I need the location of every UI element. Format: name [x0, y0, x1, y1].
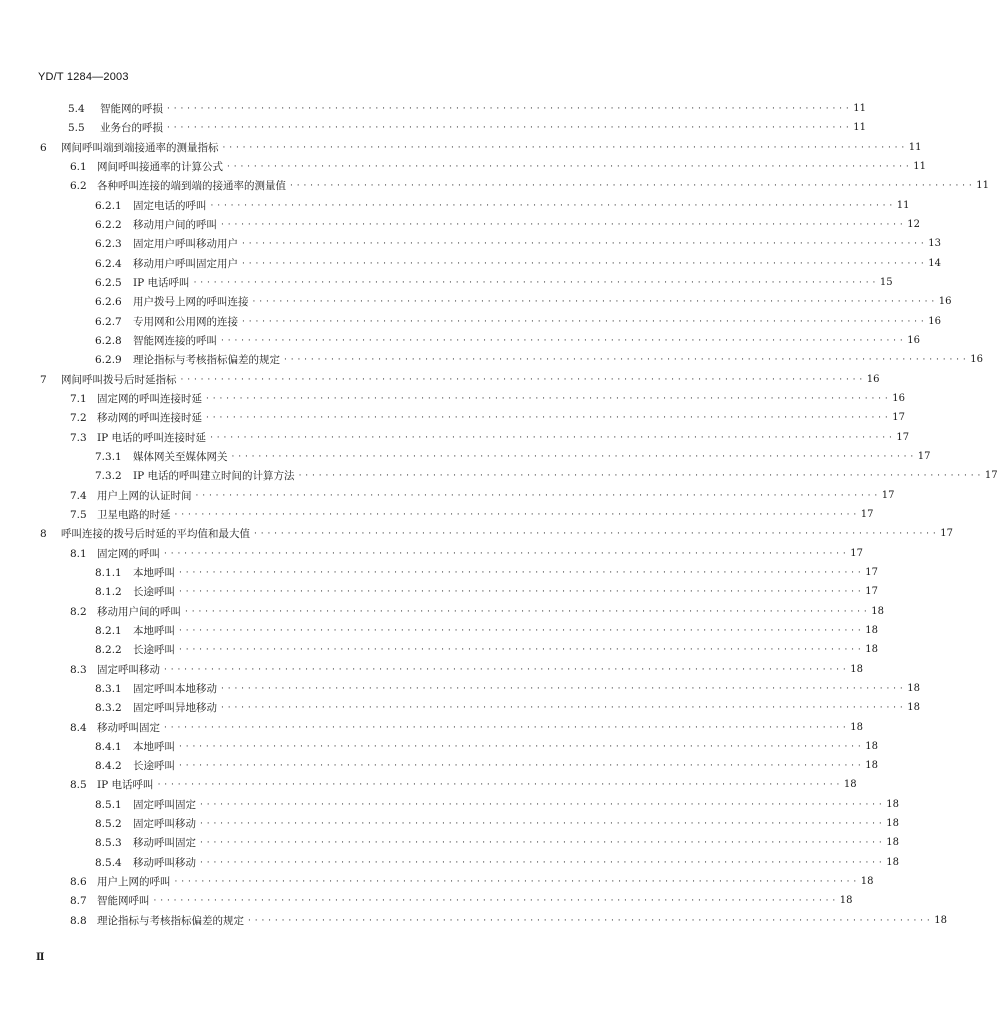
toc-entry[interactable] — [0, 814, 899, 833]
toc-entry[interactable] — [0, 660, 863, 679]
toc-entry[interactable] — [0, 544, 863, 563]
dot-leader: · · · · · · · · · · · · · · · · · · · · · · · · · · · · · · · · · · · · · · · · · · · · · · · · · · · · · · · · · · · · · · · · · · · · · · · · · · · · · · · · · · · · · · · · · · · · · · · · · · · · · · — [210, 200, 893, 211]
toc-entry[interactable] — [0, 891, 853, 910]
dot-leader: · · · · · · · · · · · · · · · · · · · · · · · · · · · · · · · · · · · · · · · · · · · · · · · · · · · · · · · · · · · · · · · · · · · · · · · · · · · · · · · · · · · · · · · · · · · · · · · · · · · · · · — [167, 104, 850, 114]
dot-leader: · · · · · · · · · · · · · · · · · · · · · · · · · · · · · · · · · · · · · · · · · · · · · · · · · · · · · · · · · · · · · · · · · · · · · · · · · · · · · · · · · · · · · · · · · · · · · · · · · · · · · · — [206, 413, 889, 424]
toc-entry-number: 8.5.4 — [95, 856, 122, 869]
toc-entry-number: 7.2 — [70, 412, 87, 425]
dot-leader: · · · · · · · · · · · · · · · · · · · · · · · · · · · · · · · · · · · · · · · · · · · · · · · · · · · · · · · · · · · · · · · · · · · · · · · · · · · · · · · · · · · · · · · · · · · · · · · · · · · · · · — [164, 548, 847, 559]
toc-entry[interactable] — [0, 775, 857, 794]
toc-entry-page-number: 16 — [970, 354, 983, 366]
toc-entry-number: 7.3.2 — [95, 470, 122, 483]
dot-leader: · · · · · · · · · · · · · · · · · · · · · · · · · · · · · · · · · · · · · · · · · · · · · · · · · · · · · · · · · · · · · · · · · · · · · · · · · · · · · · · · · · · · · · · · · · · · · · · · · · · · · · — [222, 142, 905, 153]
table-of-contents — [0, 99, 998, 930]
dot-leader: · · · · · · · · · · · · · · · · · · · · · · · · · · · · · · · · · · · · · · · · · · · · · · · · · · · · · · · · · · · · · · · · · · · · · · · · · · · · · · · · · · · · · · · · · · · · · · · · · · · · · · — [193, 277, 876, 288]
toc-entry[interactable] — [0, 853, 899, 872]
toc-entry-title: 固定电话的呼叫 — [133, 199, 207, 212]
toc-entry-page-number: 11 — [853, 122, 866, 134]
toc-entry-page-number: 16 — [892, 392, 905, 404]
toc-entry-title: 专用网和公用网的连接 — [133, 315, 238, 328]
toc-entry-page-number: 11 — [908, 141, 922, 153]
toc-entry-page-number: 18 — [850, 663, 863, 675]
toc-entry[interactable] — [0, 196, 910, 215]
toc-entry-page-number: 14 — [928, 257, 941, 269]
dot-leader: · · · · · · · · · · · · · · · · · · · · · · · · · · · · · · · · · · · · · · · · · · · · · · · · · · · · · · · · · · · · · · · · · · · · · · · · · · · · · · · · · · · · · · · · · · · · · · · · · · · · · · — [221, 703, 904, 714]
dot-leader: · · · · · · · · · · · · · · · · · · · · · · · · · · · · · · · · · · · · · · · · · · · · · · · · · · · · · · · · · · · · · · · · · · · · · · · · · · · · · · · · · · · · · · · · · · · · · · · · · · · · · · — [221, 219, 904, 230]
toc-entry-number: 7.3 — [70, 431, 87, 444]
toc-entry[interactable] — [0, 756, 878, 775]
toc-entry-number: 8.5 — [70, 779, 87, 792]
toc-entry-title: 呼叫连接的拨号后时延的平均值和最大值 — [61, 528, 250, 541]
toc-entry-page-number: 18 — [907, 702, 920, 714]
dot-leader: · · · · · · · · · · · · · · · · · · · · · · · · · · · · · · · · · · · · · · · · · · · · · · · · · · · · · · · · · · · · · · · · · · · · · · · · · · · · · · · · · · · · · · · · · · · · · · · · · · · · · · — [174, 877, 857, 888]
toc-entry[interactable] — [0, 157, 926, 176]
toc-entry-title: 固定用户呼叫移动用户 — [133, 238, 238, 251]
toc-entry-page-number: 11 — [976, 180, 989, 192]
document-code-header: YD/T 1284—2003 — [38, 71, 129, 83]
dot-leader: · · · · · · · · · · · · · · · · · · · · · · · · · · · · · · · · · · · · · · · · · · · · · · · · · · · · · · · · · · · · · · · · · · · · · · · · · · · · · · · · · · · · · · · · · · · · · · · · · · · · · · — [179, 645, 862, 656]
toc-entry-page-number: 17 — [865, 586, 878, 598]
toc-entry-page-number: 17 — [917, 450, 931, 462]
toc-entry-number: 6.2.9 — [95, 354, 122, 367]
toc-entry[interactable] — [0, 176, 989, 195]
toc-entry-page-number: 11 — [896, 199, 910, 211]
toc-entry-title: 理论指标与考核指标偏差的规定 — [97, 914, 244, 927]
toc-entry[interactable] — [0, 428, 910, 447]
dot-leader: · · · · · · · · · · · · · · · · · · · · · · · · · · · · · · · · · · · · · · · · · · · · · · · · · · · · · · · · · · · · · · · · · · · · · · · · · · · · · · · · · · · · · · · · · · · · · · · · · · · · · · — [195, 490, 878, 501]
toc-entry-page-number: 13 — [928, 238, 941, 250]
dot-leader: · · · · · · · · · · · · · · · · · · · · · · · · · · · · · · · · · · · · · · · · · · · · · · · · · · · · · · · · · · · · · · · · · · · · · · · · · · · · · · · · · · · · · · · · · · · · · · · · · · · · · · — [180, 374, 863, 385]
toc-entry-title: 用户上网的呼叫 — [97, 876, 171, 889]
toc-entry[interactable] — [0, 718, 863, 737]
dot-leader: · · · · · · · · · · · · · · · · · · · · · · · · · · · · · · · · · · · · · · · · · · · · · · · · · · · · · · · · · · · · · · · · · · · · · · · · · · · · · · · · · · · · · · · · · · · · · · · · · · · · · · — [164, 664, 847, 675]
toc-entry-number: 5.5 — [68, 122, 85, 135]
toc-entry-number: 8.5.1 — [95, 798, 122, 811]
toc-entry[interactable] — [0, 582, 878, 601]
toc-entry-title: 移动呼叫固定 — [133, 837, 196, 850]
toc-entry-page-number: 18 — [843, 779, 857, 791]
dot-leader: · · · · · · · · · · · · · · · · · · · · · · · · · · · · · · · · · · · · · · · · · · · · · · · · · · · · · · · · · · · · · · · · · · · · · · · · · · · · · · · · · · · · · · · · · · · · · · · · · · · · · · — [174, 509, 857, 520]
dot-leader: · · · · · · · · · · · · · · · · · · · · · · · · · · · · · · · · · · · · · · · · · · · · · · · · · · · · · · · · · · · · · · · · · · · · · · · · · · · · · · · · · · · · · · · · · · · · · · · · · · · · · · — [153, 896, 836, 907]
toc-entry-number: 8.1.2 — [95, 586, 122, 599]
dot-leader: · · · · · · · · · · · · · · · · · · · · · · · · · · · · · · · · · · · · · · · · · · · · · · · · · · · · · · · · · · · · · · · · · · · · · · · · · · · · · · · · · · · · · · · · · · · · · · · · · · · · · · — [210, 432, 893, 443]
dot-leader: · · · · · · · · · · · · · · · · · · · · · · · · · · · · · · · · · · · · · · · · · · · · · · · · · · · · · · · · · · · · · · · · · · · · · · · · · · · · · · · · · · · · · · · · · · · · · · · · · · · · · · — [179, 567, 862, 578]
dot-leader: · · · · · · · · · · · · · · · · · · · · · · · · · · · · · · · · · · · · · · · · · · · · · · · · · · · · · · · · · · · · · · · · · · · · · · · · · · · · · · · · · · · · · · · · · · · · · · · · · · · · · · — [200, 857, 883, 868]
toc-entry-number: 8.8 — [70, 914, 87, 927]
page-number-roman: Ⅱ — [36, 952, 45, 963]
toc-entry-number: 6.2.2 — [95, 218, 122, 231]
dot-leader: · · · · · · · · · · · · · · · · · · · · · · · · · · · · · · · · · · · · · · · · · · · · · · · · · · · · · · · · · · · · · · · · · · · · · · · · · · · · · · · · · · · · · · · · · · · · · · · · · · · · · · — [254, 529, 937, 540]
toc-entry-title: 固定呼叫固定 — [133, 798, 196, 811]
toc-entry[interactable] — [0, 312, 941, 331]
dot-leader: · · · · · · · · · · · · · · · · · · · · · · · · · · · · · · · · · · · · · · · · · · · · · · · · · · · · · · · · · · · · · · · · · · · · · · · · · · · · · · · · · · · · · · · · · · · · · · · · · · · · · · — [185, 606, 868, 617]
toc-entry[interactable] — [0, 447, 931, 466]
toc-entry-title: 移动用户间的呼叫 — [97, 605, 181, 618]
toc-entry-page-number: 18 — [865, 624, 878, 636]
toc-entry[interactable] — [0, 737, 878, 756]
toc-entry-title: 网间呼叫拨号后时延指标 — [61, 373, 177, 386]
toc-entry-title: 移动用户呼叫固定用户 — [133, 257, 238, 270]
toc-entry-title: 本地呼叫 — [133, 740, 175, 753]
toc-entry-page-number: 18 — [865, 644, 878, 656]
dot-leader: · · · · · · · · · · · · · · · · · · · · · · · · · · · · · · · · · · · · · · · · · · · · · · · · · · · · · · · · · · · · · · · · · · · · · · · · · · · · · · · · · · · · · · · · · · · · · · · · · · · · · · — [248, 915, 931, 926]
toc-entry-page-number: 17 — [984, 470, 998, 482]
toc-entry-number: 8.5.3 — [95, 837, 122, 850]
toc-entry-number: 7.3.1 — [95, 450, 122, 463]
toc-entry-number: 6.2.4 — [95, 257, 122, 270]
toc-entry-title: 长途呼叫 — [133, 760, 175, 773]
toc-entry[interactable] — [0, 795, 899, 814]
toc-entry-number: 6.2.5 — [95, 276, 122, 289]
toc-entry-number: 6.2.3 — [95, 238, 122, 251]
toc-entry-title: 固定网的呼叫 — [97, 547, 160, 560]
toc-entry-number: 8.7 — [70, 895, 87, 908]
toc-entry-title: 网间呼叫接通率的计算公式 — [97, 160, 223, 173]
toc-entry-page-number: 18 — [839, 895, 853, 907]
toc-entry-page-number: 16 — [928, 315, 941, 327]
toc-entry-page-number: 18 — [934, 914, 947, 926]
toc-entry-page-number: 15 — [879, 276, 893, 288]
toc-entry-number: 8.6 — [70, 876, 87, 889]
dot-leader: · · · · · · · · · · · · · · · · · · · · · · · · · · · · · · · · · · · · · · · · · · · · · · · · · · · · · · · · · · · · · · · · · · · · · · · · · · · · · · · · · · · · · · · · · · · · · · · · · · · · · · — [221, 335, 904, 346]
dot-leader: · · · · · · · · · · · · · · · · · · · · · · · · · · · · · · · · · · · · · · · · · · · · · · · · · · · · · · · · · · · · · · · · · · · · · · · · · · · · · · · · · · · · · · · · · · · · · · · · · · · · · · — [200, 819, 883, 830]
toc-entry[interactable] — [0, 408, 905, 427]
toc-entry-number: 7 — [40, 373, 47, 386]
toc-entry[interactable] — [0, 486, 895, 505]
toc-entry-title: 卫星电路的时延 — [97, 508, 171, 521]
toc-entry-page-number: 11 — [913, 160, 926, 172]
dot-leader: · · · · · · · · · · · · · · · · · · · · · · · · · · · · · · · · · · · · · · · · · · · · · · · · · · · · · · · · · · · · · · · · · · · · · · · · · · · · · · · · · · · · · · · · · · · · · · · · · · · · · · — [200, 799, 883, 810]
toc-entry-number: 7.5 — [70, 508, 87, 521]
toc-entry-title: 移动用户间的呼叫 — [133, 218, 217, 231]
dot-leader: · · · · · · · · · · · · · · · · · · · · · · · · · · · · · · · · · · · · · · · · · · · · · · · · · · · · · · · · · · · · · · · · · · · · · · · · · · · · · · · · · · · · · · · · · · · · · · · · · · · · · · — [231, 451, 914, 462]
toc-entry[interactable] — [0, 602, 884, 621]
toc-entry-number: 8.2.1 — [95, 624, 122, 637]
toc-entry-page-number: 17 — [850, 547, 863, 559]
dot-leader: · · · · · · · · · · · · · · · · · · · · · · · · · · · · · · · · · · · · · · · · · · · · · · · · · · · · · · · · · · · · · · · · · · · · · · · · · · · · · · · · · · · · · · · · · · · · · · · · · · · · · · — [179, 741, 862, 752]
toc-entry-page-number: 17 — [860, 508, 874, 520]
toc-entry-number: 6.2.8 — [95, 334, 122, 347]
toc-entry-page-number: 18 — [871, 605, 884, 617]
toc-entry-number: 8.4 — [70, 721, 87, 734]
toc-entry[interactable] — [0, 872, 874, 891]
toc-entry-title: 本地呼叫 — [133, 566, 175, 579]
dot-leader: · · · · · · · · · · · · · · · · · · · · · · · · · · · · · · · · · · · · · · · · · · · · · · · · · · · · · · · · · · · · · · · · · · · · · · · · · · · · · · · · · · · · · · · · · · · · · · · · · · · · · · — [221, 683, 904, 694]
toc-entry-title: 媒体网关至媒体网关 — [133, 450, 228, 463]
toc-entry-title: 移动网的呼叫连接时延 — [97, 412, 202, 425]
toc-entry-title: 本地呼叫 — [133, 624, 175, 637]
toc-entry-number: 6 — [40, 141, 47, 154]
toc-entry[interactable] — [0, 215, 920, 234]
toc-entry-page-number: 18 — [886, 818, 899, 830]
toc-entry-number: 8.1.1 — [95, 566, 122, 579]
toc-entry-page-number: 17 — [865, 566, 878, 578]
toc-entry-title: 智能网连接的呼叫 — [133, 334, 217, 347]
toc-entry-page-number: 18 — [860, 876, 874, 888]
toc-entry-page-number: 16 — [938, 296, 952, 308]
dot-leader: · · · · · · · · · · · · · · · · · · · · · · · · · · · · · · · · · · · · · · · · · · · · · · · · · · · · · · · · · · · · · · · · · · · · · · · · · · · · · · · · · · · · · · · · · · · · · · · · · · · · · · — [179, 587, 862, 598]
toc-entry-number: 7.1 — [70, 392, 87, 405]
toc-entry-page-number: 16 — [866, 373, 880, 385]
toc-entry-number: 6.2.1 — [95, 199, 122, 212]
toc-entry-page-number: 18 — [907, 682, 920, 694]
toc-entry-number: 6.1 — [70, 160, 87, 173]
dot-leader: · · · · · · · · · · · · · · · · · · · · · · · · · · · · · · · · · · · · · · · · · · · · · · · · · · · · · · · · · · · · · · · · · · · · · · · · · · · · · · · · · · · · · · · · · · · · · · · · · · · · · · — [206, 393, 889, 404]
toc-entry-title: 固定呼叫移动 — [97, 663, 160, 676]
toc-entry[interactable] — [0, 640, 878, 659]
toc-entry-number: 8.3 — [70, 663, 87, 676]
dot-leader: · · · · · · · · · · · · · · · · · · · · · · · · · · · · · · · · · · · · · · · · · · · · · · · · · · · · · · · · · · · · · · · · · · · · · · · · · · · · · · · · · · · · · · · · · · · · · · · · · · · · · · — [179, 761, 862, 772]
toc-entry[interactable] — [0, 331, 920, 350]
toc-entry-page-number: 17 — [881, 489, 895, 501]
toc-entry[interactable] — [0, 679, 920, 698]
toc-entry-number: 8.3.1 — [95, 682, 122, 695]
toc-entry[interactable] — [0, 505, 874, 524]
dot-leader: · · · · · · · · · · · · · · · · · · · · · · · · · · · · · · · · · · · · · · · · · · · · · · · · · · · · · · · · · · · · · · · · · · · · · · · · · · · · · · · · · · · · · · · · · · · · · · · · · · · · · · — [167, 123, 850, 134]
toc-entry-title: 长途呼叫 — [133, 644, 175, 657]
toc-entry[interactable] — [0, 273, 893, 292]
toc-entry[interactable] — [0, 466, 998, 485]
toc-entry-page-number: 17 — [940, 528, 953, 540]
toc-entry-title: IP 电话的呼叫建立时间的计算方法 — [133, 470, 295, 483]
toc-entry-number: 6.2.7 — [95, 315, 122, 328]
toc-entry-title: 业务台的呼损 — [100, 122, 163, 135]
toc-entry-title: 各种呼叫连接的端到端的接通率的测量值 — [97, 180, 286, 193]
toc-entry[interactable] — [0, 370, 880, 389]
toc-entry[interactable] — [0, 138, 922, 157]
dot-leader: · · · · · · · · · · · · · · · · · · · · · · · · · · · · · · · · · · · · · · · · · · · · · · · · · · · · · · · · · · · · · · · · · · · · · · · · · · · · · · · · · · · · · · · · · · · · · · · · · · · · · · — [252, 297, 935, 308]
toc-entry-page-number: 18 — [865, 740, 878, 752]
toc-entry-number: 8 — [40, 528, 47, 541]
toc-entry[interactable] — [0, 118, 866, 137]
toc-entry-number: 8.2.2 — [95, 644, 122, 657]
dot-leader: · · · · · · · · · · · · · · · · · · · · · · · · · · · · · · · · · · · · · · · · · · · · · · · · · · · · · · · · · · · · · · · · · · · · · · · · · · · · · · · · · · · · · · · · · · · · · · · · · · · · · · — [227, 161, 910, 172]
dot-leader: · · · · · · · · · · · · · · · · · · · · · · · · · · · · · · · · · · · · · · · · · · · · · · · · · · · · · · · · · · · · · · · · · · · · · · · · · · · · · · · · · · · · · · · · · · · · · · · · · · · · · · — [179, 625, 862, 636]
toc-entry-title: 用户上网的认证时间 — [97, 489, 192, 502]
toc-entry-title: IP 电话的呼叫连接时延 — [97, 431, 207, 444]
toc-entry-title: 智能网的呼损 — [100, 103, 163, 115]
toc-entry-title: 固定呼叫移动 — [133, 818, 196, 831]
toc-entry-page-number: 18 — [865, 760, 878, 772]
toc-entry-page-number: 16 — [907, 334, 920, 346]
toc-entry-page-number: 17 — [896, 431, 910, 443]
toc-entry-page-number: 12 — [907, 218, 920, 230]
toc-entry-number: 8.4.1 — [95, 740, 122, 753]
toc-entry-title: 固定网的呼叫连接时延 — [97, 392, 202, 405]
dot-leader: · · · · · · · · · · · · · · · · · · · · · · · · · · · · · · · · · · · · · · · · · · · · · · · · · · · · · · · · · · · · · · · · · · · · · · · · · · · · · · · · · · · · · · · · · · · · · · · · · · · · · · — [157, 780, 840, 791]
dot-leader: · · · · · · · · · · · · · · · · · · · · · · · · · · · · · · · · · · · · · · · · · · · · · · · · · · · · · · · · · · · · · · · · · · · · · · · · · · · · · · · · · · · · · · · · · · · · · · · · · · · · · · — [242, 316, 925, 327]
toc-entry-page-number: 11 — [853, 103, 866, 114]
toc-entry-title: 用户拨号上网的呼叫连接 — [133, 296, 249, 309]
toc-entry-title: IP 电话呼叫 — [97, 779, 154, 792]
toc-entry-title: 移动呼叫固定 — [97, 721, 160, 734]
toc-entry[interactable] — [0, 292, 952, 311]
toc-entry-title: 固定呼叫本地移动 — [133, 682, 217, 695]
dot-leader: · · · · · · · · · · · · · · · · · · · · · · · · · · · · · · · · · · · · · · · · · · · · · · · · · · · · · · · · · · · · · · · · · · · · · · · · · · · · · · · · · · · · · · · · · · · · · · · · · · · · · · — [200, 838, 883, 849]
toc-entry[interactable] — [0, 698, 920, 717]
toc-entry-page-number: 18 — [886, 837, 899, 849]
toc-entry-number: 6.2.6 — [95, 296, 122, 309]
toc-entry-title: 移动呼叫移动 — [133, 856, 196, 869]
toc-entry-page-number: 18 — [886, 798, 899, 810]
dot-leader: · · · · · · · · · · · · · · · · · · · · · · · · · · · · · · · · · · · · · · · · · · · · · · · · · · · · · · · · · · · · · · · · · · · · · · · · · · · · · · · · · · · · · · · · · · · · · · · · · · · · · · — [298, 471, 981, 482]
toc-entry-title: IP 电话呼叫 — [133, 276, 190, 289]
dot-leader: · · · · · · · · · · · · · · · · · · · · · · · · · · · · · · · · · · · · · · · · · · · · · · · · · · · · · · · · · · · · · · · · · · · · · · · · · · · · · · · · · · · · · · · · · · · · · · · · · · · · · · — [164, 722, 847, 733]
toc-entry[interactable] — [0, 563, 878, 582]
toc-entry[interactable] — [0, 254, 941, 273]
toc-entry[interactable] — [0, 389, 905, 408]
toc-entry-number: 8.4.2 — [95, 760, 122, 773]
dot-leader: · · · · · · · · · · · · · · · · · · · · · · · · · · · · · · · · · · · · · · · · · · · · · · · · · · · · · · · · · · · · · · · · · · · · · · · · · · · · · · · · · · · · · · · · · · · · · · · · · · · · · · — [284, 355, 967, 366]
toc-entry-title: 长途呼叫 — [133, 586, 175, 599]
toc-entry-title: 固定呼叫异地移动 — [133, 702, 217, 715]
toc-entry-number: 8.1 — [70, 547, 87, 560]
dot-leader: · · · · · · · · · · · · · · · · · · · · · · · · · · · · · · · · · · · · · · · · · · · · · · · · · · · · · · · · · · · · · · · · · · · · · · · · · · · · · · · · · · · · · · · · · · · · · · · · · · · · · · — [242, 258, 925, 269]
toc-entry-number: 8.2 — [70, 605, 87, 618]
toc-entry-number: 6.2 — [70, 180, 87, 193]
toc-entry-title: 理论指标与考核指标偏差的规定 — [133, 354, 280, 367]
toc-entry[interactable] — [0, 833, 899, 852]
toc-entry[interactable] — [0, 234, 941, 253]
toc-entry-title: 智能网呼叫 — [97, 895, 150, 908]
toc-entry[interactable] — [0, 911, 947, 930]
toc-entry[interactable] — [0, 350, 983, 369]
toc-entry-number: 5.4 — [68, 103, 85, 115]
dot-leader: · · · · · · · · · · · · · · · · · · · · · · · · · · · · · · · · · · · · · · · · · · · · · · · · · · · · · · · · · · · · · · · · · · · · · · · · · · · · · · · · · · · · · · · · · · · · · · · · · · · · · · — [290, 181, 973, 192]
toc-entry[interactable] — [0, 99, 866, 118]
toc-entry-number: 8.3.2 — [95, 702, 122, 715]
toc-entry-page-number: 18 — [850, 721, 863, 733]
toc-entry-page-number: 17 — [892, 412, 905, 424]
dot-leader: · · · · · · · · · · · · · · · · · · · · · · · · · · · · · · · · · · · · · · · · · · · · · · · · · · · · · · · · · · · · · · · · · · · · · · · · · · · · · · · · · · · · · · · · · · · · · · · · · · · · · · — [242, 239, 925, 250]
toc-entry[interactable] — [0, 621, 878, 640]
toc-entry-number: 8.5.2 — [95, 818, 122, 831]
toc-entry-number: 7.4 — [70, 489, 87, 502]
toc-entry-page-number: 18 — [886, 856, 899, 868]
toc-entry-title: 网间呼叫端到端接通率的测量指标 — [61, 141, 219, 154]
toc-entry[interactable] — [0, 524, 953, 543]
